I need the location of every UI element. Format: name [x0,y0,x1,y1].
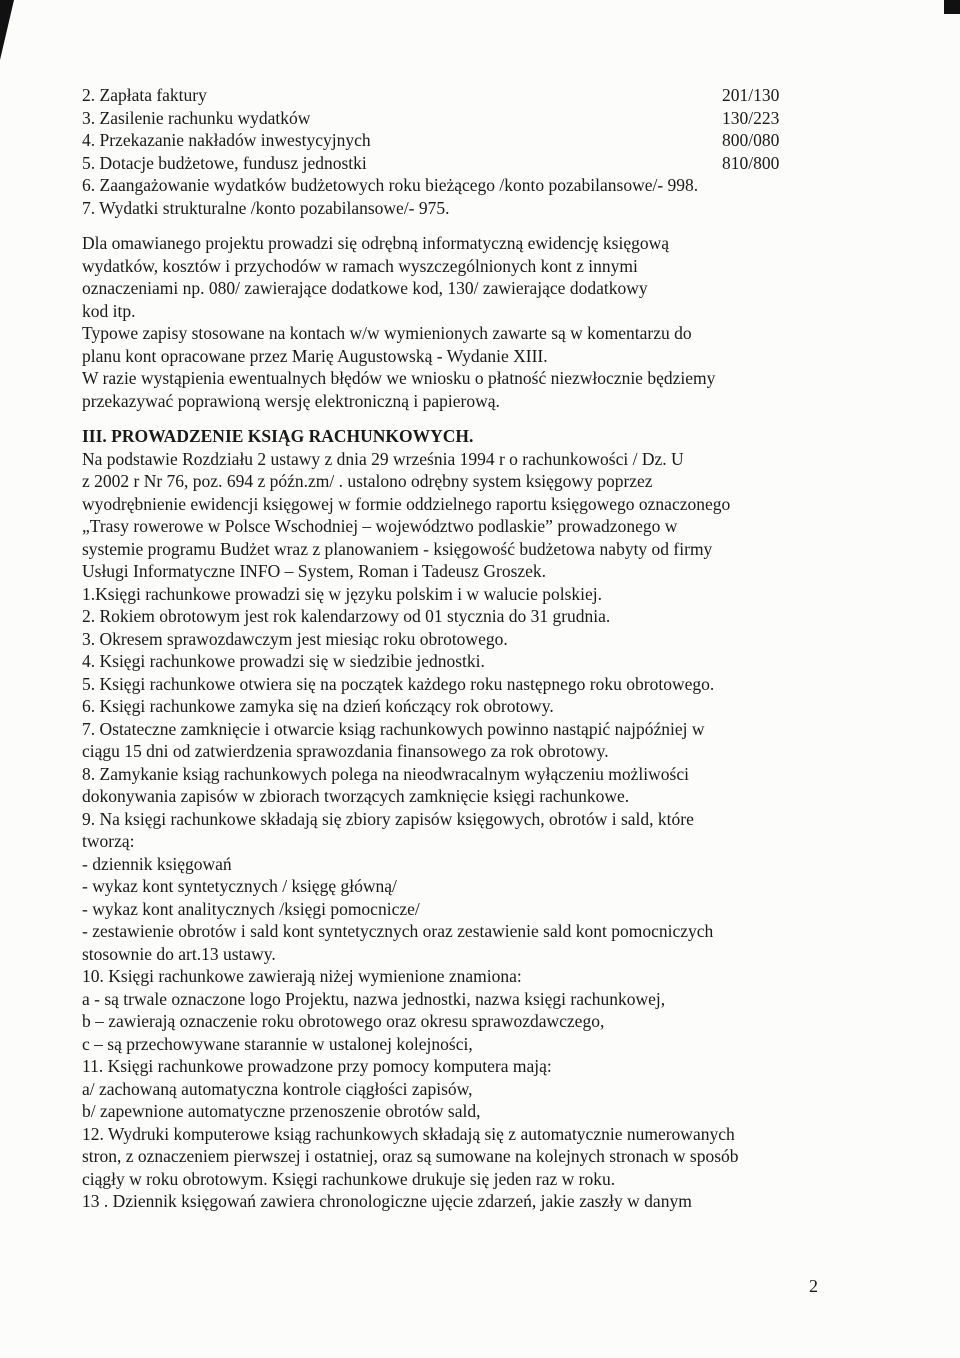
text-line: Usługi Informatyczne INFO – System, Roman i Tadeusz Groszek. [82,561,547,581]
text-line: wyodrębnienie ewidencji księgowej w formie oddzielnego raportu księgowego oznaczonego [82,493,731,514]
text-line: dokonywania zapisów w zbiorach tworzących zamknięcie księgi rachunkowe. [82,786,630,806]
text-line: 2. Rokiem obrotowym jest rok kalendarzowy od 01 stycznia do 31 grudnia. [82,606,611,626]
text-line: 13 . Dziennik księgowań zawiera chronologiczne ujęcie zdarzeń, jakie zaszły w danym [82,1191,692,1211]
text-line: systemie programu Budżet wraz z planowaniem - księgowość budżetowa nabyty od firmy [82,538,713,559]
text-line: 3. Okresem sprawozdawczym jest miesiąc roku obrotowego. [82,628,508,649]
section-body [82,448,822,1213]
text-line: a/ zachowaną automatyczna kontrole ciągłości zapisów, [82,1078,473,1099]
text-line: „Trasy rowerowe w Polsce Wschodniej – województwo podlaskie” prowadzonego w [82,516,678,536]
document-body [82,84,822,1213]
text-line: b/ zapewnione automatyczne przenoszenie obrotów sald, [82,1101,481,1121]
text-line: Na podstawie Rozdziału 2 ustawy z dnia 29 września 1994 r o rachunkowości / Dz. U [82,448,684,469]
account-code: 810/800 [722,152,780,173]
account-code: 201/130 [722,85,780,105]
text-line: z 2002 r Nr 76, poz. 694 z późn.zm/ . ustalono odrębny system księgowy poprzez [82,471,653,491]
text-line: stosownie do art.13 ustawy. [82,943,276,964]
list-item: 5. Dotacje budżetowe, fundusz jednostki 810/800 [82,152,822,175]
page-number: 2 [809,1276,818,1296]
list-item: 2. Zapłata faktury 201/130 [82,84,822,107]
text-line: 11. Księgi rachunkowe prowadzone przy pomocy komputera mają: [82,1056,552,1076]
text-line: c – są przechowywane starannie w ustalonej kolejności, [82,1033,473,1054]
text-line: - dziennik księgowań [82,853,232,874]
text-line: 1.Księgi rachunkowe prowadzi się w języku polskim i w walucie polskiej. [82,583,603,604]
list-item: 6. Zaangażowanie wydatków budżetowych roku bieżącego /konto pozabilansowe/- 998. [82,175,699,195]
scan-corner-mark [0,0,14,60]
text-line: 9. Na księgi rachunkowe składają się zbiory zapisów księgowych, obrotów i sald, które [82,808,694,829]
text-line: 4. Księgi rachunkowe prowadzi się w siedzibie jednostki. [82,651,485,671]
text-line: 7. Ostateczne zamknięcie i otwarcie ksiąg rachunkowych powinno nastąpić najpóźniej w [82,718,705,739]
text-line: b – zawierają oznaczenie roku obrotowego oraz okresu sprawozdawczego, [82,1011,605,1031]
text-line: ciągły w roku obrotowym. Księgi rachunkowe drukuje się jeden raz w roku. [82,1168,616,1189]
paragraph-entries: Typowe zapisy stosowane na kontach w/w wymienionych zawarte są w komentarzu do planu kont opracowane przez Marię Augustowską - Wydanie XIII. W razie wystąpienia ewentualnych błędów we wniosku o płatność niezwłocznie będziemy przekazywać poprawioną wersję elektroniczną i papierową. [82,323,716,411]
text-line: 6. Księgi rachunkowe zamyka się na dzień kończący rok obrotowy. [82,696,554,716]
text-line: - zestawienie obrotów i sald kont syntetycznych oraz zestawienie sald kont pomocniczych [82,921,714,941]
text-line: ciągu 15 dni od zatwierdzenia sprawozdania finansowego za rok obrotowy. [82,741,609,761]
text-line: tworzą: [82,831,135,851]
section-heading: III. PROWADZENIE KSIĄG RACHUNKOWYCH. [82,426,474,446]
text-line: stron, z oznaczeniem pierwszej i ostatniej, oraz są sumowane na kolejnych stronach w sposób [82,1146,739,1166]
text-line: 5. Księgi rachunkowe otwiera się na początek każdego roku następnego roku obrotowego. [82,673,715,694]
paragraph-evidence: Dla omawianego projektu prowadzi się odrębną informatyczną ewidencję księgową wydatków, kosztów i przychodów w ramach wyszczególnionych kont z innymi oznaczeniami np. 080/ zawierające dodatkowe kod, 130/ zawierające dodatkowy kod itp. [82,233,670,321]
text-line: - wykaz kont analitycznych /księgi pomocnicze/ [82,898,420,919]
account-code: 130/223 [722,107,780,128]
text-line: 12. Wydruki komputerowe ksiąg rachunkowych składają się z automatycznie numerowanych [82,1123,735,1144]
list-item: 4. Przekazanie nakładów inwestycyjnych 800/080 [82,129,822,152]
text-line: - wykaz kont syntetycznych / księgę główną/ [82,876,397,896]
text-line: a - są trwale oznaczone logo Projektu, nazwa jednostki, nazwa księgi rachunkowej, [82,988,666,1009]
list-item: 3. Zasilenie rachunku wydatków 130/223 [82,107,822,130]
account-code: 800/080 [722,130,780,150]
text-line: 8. Zamykanie ksiąg rachunkowych polega na nieodwracalnym wyłączeniu możliwości [82,763,689,784]
list-item: 7. Wydatki strukturalne /konto pozabilansowe/- 975. [82,197,450,218]
text-line: 10. Księgi rachunkowe zawierają niżej wymienione znamiona: [82,966,522,986]
scan-corner-mark-right [944,0,960,14]
